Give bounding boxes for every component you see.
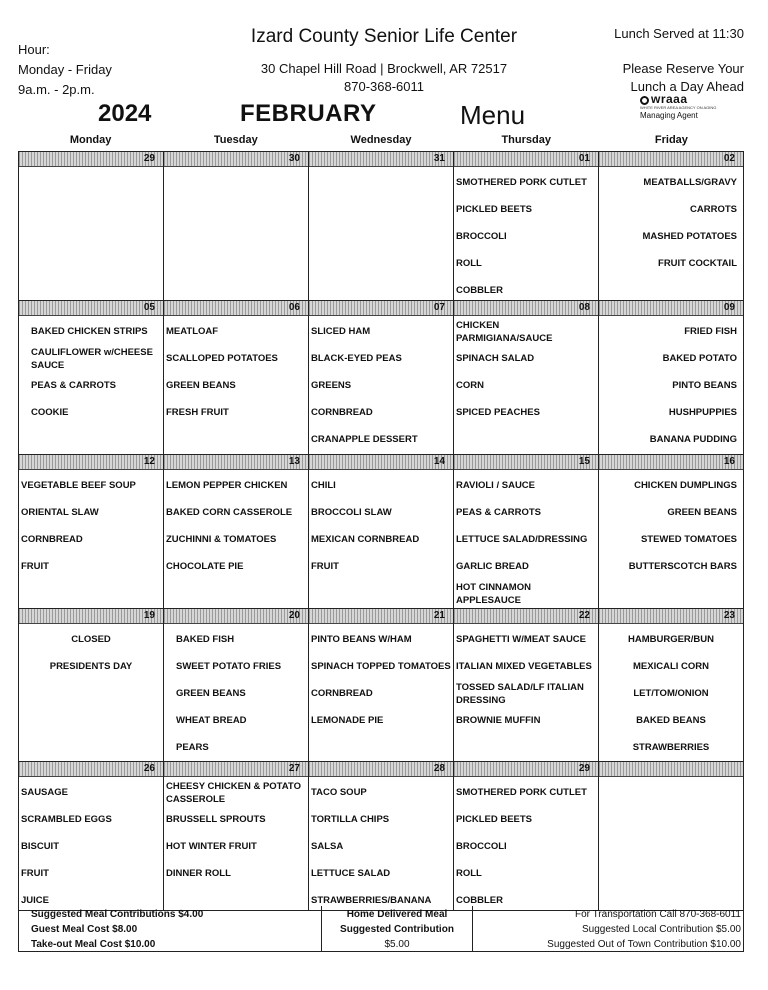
date-number: 13 [164,455,308,470]
menu-item: FRIED FISH [684,326,737,337]
day-cell [19,609,163,761]
day-cell [308,455,453,608]
menu-items [599,777,743,779]
menu-item: HUSHPUPPIES [668,407,737,418]
menu-item: SCRAMBLED EGGS [21,814,112,825]
menu-item: MEXICALI CORN [633,661,709,672]
menu-item: FRUIT COCKTAIL [658,258,737,269]
menu-item: BAKED CHICKEN STRIPS [31,326,148,337]
menu-items [454,316,598,426]
menu-item: HOT CINNAMON APPLESAUCE [456,581,531,606]
menu-items [164,316,308,426]
day-cell [453,762,598,910]
menu-item: SWEET POTATO FRIES [176,661,282,672]
home-delivered-info [321,906,472,951]
date-number: 06 [164,301,308,316]
org-address: 30 Chapel Hill Road | Brockwell, AR 72517 [260,61,508,76]
menu-item: SPICED PEACHES [456,407,540,418]
menu-item: PICKLED BEETS [456,204,533,215]
local-contribution: Suggested Local Contribution $5.00 [581,924,741,935]
lunch-time: Lunch Served at 11:30 [614,26,744,41]
menu-item: COBBLER [456,895,503,906]
menu-item: CORNBREAD [311,407,373,418]
menu-item: CHEESY CHICKEN & POTATO CASSEROLE [166,780,301,805]
logo-caption: Managing Agent [640,111,698,120]
menu-item: FRUIT [21,561,49,572]
date-number: 30 [164,152,308,167]
menu-items [599,624,743,761]
menu-item: BAKED FISH [176,634,235,645]
hours-block [18,40,112,100]
menu-items [309,167,453,169]
menu-item: BROWNIE MUFFIN [456,715,541,726]
menu-item: ORIENTAL SLAW [21,507,99,518]
menu-item: TORTILLA CHIPS [311,814,390,825]
hours-days: Monday - Friday [18,62,112,77]
menu-item: PINTO BEANS [672,380,737,391]
menu-item: SAUSAGE [21,787,68,798]
menu-item: CORNBREAD [311,688,373,699]
menu-item: STEWED TOMATOES [640,534,737,545]
date-number: 14 [309,455,453,470]
day-cell [19,152,163,300]
menu-items [454,777,598,914]
menu-item: CAULIFLOWER w/CHEESE SAUCE [31,346,153,371]
day-cell [308,762,453,910]
date-number: 23 [599,609,743,624]
menu-items [19,167,163,169]
menu-item: GREEN BEANS [176,688,246,699]
logo-circle-icon [640,96,649,105]
hours-label: Hour: [18,42,50,57]
menu-year: 2024 [98,100,152,127]
day-cell [308,152,453,300]
date-number: 07 [309,301,453,316]
date-number: 19 [19,609,163,624]
menu-item: PEAS & CARROTS [31,380,116,391]
date-number: 26 [19,762,163,777]
day-cell [453,609,598,761]
weekday-thursday: Thursday [501,134,551,146]
menu-item: LEMON PEPPER CHICKEN [166,480,288,491]
menu-item: BISCUIT [21,841,59,852]
menu-item: TACO SOUP [311,787,367,798]
meal-contribution: Suggested Meal Contributions $4.00 [31,909,204,920]
menu-item: PICKLED BEETS [456,814,533,825]
menu-item: PEAS & CARROTS [456,507,541,518]
day-cell [163,152,308,300]
meal-cost-info [19,906,321,951]
menu-item: SCALLOPED POTATOES [166,353,278,364]
guest-meal-cost: Guest Meal Cost $8.00 [31,924,138,935]
day-cell [308,301,453,454]
menu-item: GREEN BEANS [166,380,236,391]
logo-name: wraaa [651,92,688,106]
hours-time: 9a.m. - 2p.m. [18,82,95,97]
day-cell [598,455,743,608]
menu-item: HOT WINTER FRUIT [166,841,257,852]
menu-item: CORNBREAD [21,534,83,545]
day-cell [308,609,453,761]
menu-item: PINTO BEANS W/HAM [311,634,412,645]
menu-item: MEXICAN CORNBREAD [311,534,420,545]
date-number: 05 [19,301,163,316]
date-number: 29 [19,152,163,167]
date-number: 27 [164,762,308,777]
date-number: 02 [599,152,743,167]
weekday-friday: Friday [654,134,688,146]
day-cell [598,609,743,761]
org-title: Izard County Senior Life Center [250,26,518,47]
date-number: 29 [454,762,598,777]
menu-item: LETTUCE SALAD/DRESSING [456,534,588,545]
menu-item: CHICKEN DUMPLINGS [634,480,737,491]
menu-item: LET/TOM/ONION [633,688,709,699]
menu-item: PRESIDENTS DAY [49,661,133,672]
menu-items [309,470,453,580]
day-cell [453,301,598,454]
date-number: 01 [454,152,598,167]
transportation-info [472,906,743,951]
menu-item: MEATLOAF [166,326,219,337]
menu-item: BAKED BEANS [636,715,706,726]
date-number [599,762,743,777]
contribution-footer [18,906,744,952]
reserve-line-1: Please Reserve Your [622,61,744,76]
transportation-phone: For Transportation Call 870-368-6011 [574,909,741,920]
menu-items [454,624,598,734]
menu-item: ITALIAN MIXED VEGETABLES [456,661,592,672]
menu-item: ROLL [456,258,482,269]
menu-item: BAKED CORN CASSEROLE [166,507,293,518]
day-cell [163,455,308,608]
menu-item: BRUSSELL SPROUTS [166,814,266,825]
date-number: 15 [454,455,598,470]
weekday-header [18,134,744,150]
reserve-note [623,60,744,96]
menu-item: GREEN BEANS [667,507,737,518]
day-cell [19,762,163,910]
menu-items [454,470,598,607]
day-cell [453,152,598,300]
menu-item: VEGETABLE BEEF SOUP [21,480,136,491]
menu-month: FEBRUARY [240,100,377,127]
menu-item: MASHED POTATOES [642,231,737,242]
menu-item: BAKED POTATO [662,353,737,364]
reserve-line-2: Lunch a Day Ahead [630,79,744,94]
menu-item: BLACK-EYED PEAS [311,353,402,364]
menu-item: CARROTS [690,204,737,215]
menu-item: CHILI [311,480,336,491]
menu-items [164,470,308,580]
menu-item: ZUCHINNI & TOMATOES [166,534,277,545]
menu-items [599,167,743,277]
day-cell [19,301,163,454]
menu-items [19,777,163,914]
menu-item: SMOTHERED PORK CUTLET [456,787,587,798]
menu-calendar [18,151,744,911]
menu-heading: Menu [460,100,526,130]
menu-item: SLICED HAM [311,326,371,337]
date-number: 31 [309,152,453,167]
menu-item: CLOSED [71,634,111,645]
day-cell [163,762,308,910]
menu-items [309,777,453,914]
menu-item: SPAGHETTI W/MEAT SAUCE [456,634,587,645]
menu-items [19,624,163,680]
menu-item: BUTTERSCOTCH BARS [628,561,737,572]
menu-item: STRAWBERRIES [632,742,710,753]
menu-item: GARLIC BREAD [456,561,529,572]
out-of-town-contribution: Suggested Out of Town Contribution $10.00 [547,939,741,950]
date-number: 12 [19,455,163,470]
menu-item: WHEAT BREAD [176,715,247,726]
day-cell [163,609,308,761]
menu-item: MEATBALLS/GRAVY [643,177,737,188]
date-number: 09 [599,301,743,316]
menu-items [164,624,308,761]
week-row [19,152,743,300]
menu-item: FRUIT [311,561,339,572]
menu-item: GREENS [311,380,352,391]
menu-item: STRAWBERRIES/BANANA [311,895,432,906]
week-row [19,608,743,761]
takeout-meal-cost: Take-out Meal Cost $10.00 [31,939,156,950]
wraaa-logo [640,92,717,121]
day-cell [598,762,743,910]
menu-item: SPINACH TOPPED TOMATOES [311,661,451,672]
menu-items [164,777,308,887]
date-number: 08 [454,301,598,316]
menu-item: HAMBURGER/BUN [627,634,715,645]
menu-items [164,167,308,169]
menu-item: CHOCOLATE PIE [166,561,244,572]
day-cell [19,455,163,608]
menu-item: COBBLER [456,285,503,296]
home-delivered-amount: $5.00 [384,939,410,950]
menu-item: CORN [456,380,484,391]
week-row [19,761,743,910]
day-cell [598,152,743,300]
menu-items [19,470,163,580]
weekday-wednesday: Wednesday [350,134,412,146]
menu-items [454,167,598,304]
menu-items [309,316,453,453]
logo-subtitle: WHITE RIVER AREA AGENCY ON AGING [640,105,717,110]
menu-item: JUICE [21,895,49,906]
home-delivered-suggestion: Suggested Contribution [340,924,454,935]
menu-item: CRANAPPLE DESSERT [311,434,418,445]
menu-item: BROCCOLI SLAW [311,507,392,518]
menu-item: BROCCOLI [456,841,507,852]
menu-item: FRUIT [21,868,49,879]
menu-item: SALSA [311,841,344,852]
day-cell [453,455,598,608]
date-number: 16 [599,455,743,470]
week-row [19,454,743,608]
menu-item: SMOTHERED PORK CUTLET [456,177,587,188]
menu-item: PEARS [176,742,209,753]
menu-item: CHICKEN PARMIGIANA/SAUCE [456,319,553,344]
menu-item: DINNER ROLL [166,868,231,879]
menu-item: ROLL [456,868,482,879]
menu-items [599,470,743,580]
weekday-monday: Monday [69,134,112,146]
menu-item: LETTUCE SALAD [311,868,391,879]
menu-items [309,624,453,734]
date-number: 21 [309,609,453,624]
date-number: 20 [164,609,308,624]
menu-items [599,316,743,453]
menu-items [19,316,163,426]
org-phone: 870-368-6011 [344,79,424,94]
date-number: 22 [454,609,598,624]
weekday-tuesday: Tuesday [213,134,258,146]
menu-item: BROCCOLI [456,231,507,242]
menu-item: LEMONADE PIE [311,715,384,726]
menu-item: SPINACH SALAD [456,353,535,364]
day-cell [163,301,308,454]
menu-item: BANANA PUDDING [649,434,737,445]
home-delivered-label: Home Delivered Meal [346,909,448,920]
menu-item: COOKIE [31,407,69,418]
week-row [19,300,743,454]
menu-item: FRESH FRUIT [166,407,229,418]
date-number: 28 [309,762,453,777]
menu-item: TOSSED SALAD/LF ITALIAN DRESSING [456,681,584,706]
menu-item: RAVIOLI / SAUCE [456,480,535,491]
day-cell [598,301,743,454]
